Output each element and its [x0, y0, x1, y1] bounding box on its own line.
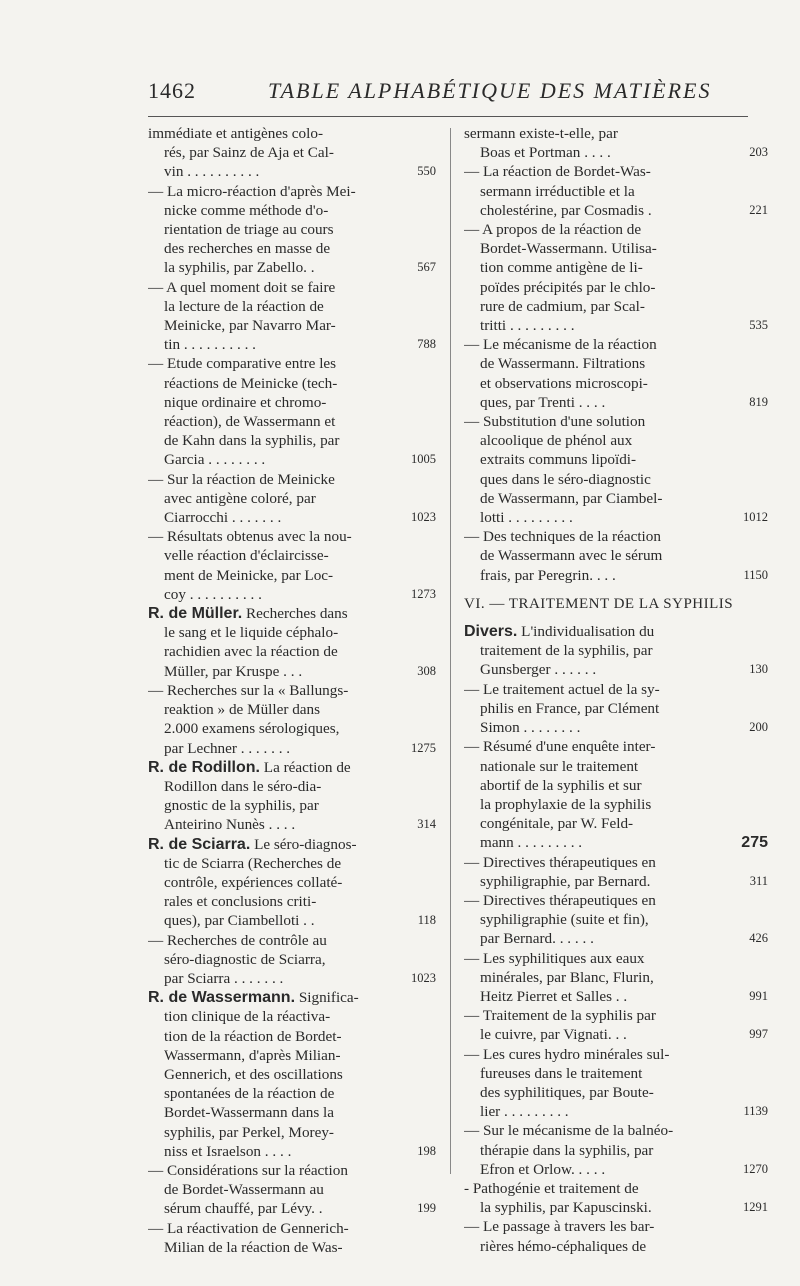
- page-reference: 275: [741, 834, 768, 852]
- entry-line: — Etude comparative entre les: [148, 355, 337, 373]
- page-reference: 198: [417, 1143, 436, 1158]
- index-entry: [464, 162, 768, 220]
- entry-line: Meinicke, par Navarro Mar-: [164, 317, 336, 335]
- entry-line: sermann irréductible et la: [480, 182, 635, 200]
- entry-line: par Bernard. . . . . . 426: [480, 930, 768, 948]
- index-entry: [148, 931, 436, 989]
- entry-line: le sang et le liquide céphalo-: [164, 624, 339, 642]
- entry-line: Gennerich, et des oscillations: [164, 1065, 343, 1083]
- page-reference: 535: [749, 318, 768, 333]
- index-entry: [148, 527, 436, 604]
- page-reference: 1275: [411, 740, 436, 755]
- entry-line: syphiligraphie (suite et fin),: [480, 911, 649, 929]
- page-reference: 200: [749, 720, 768, 735]
- index-entry: [148, 1161, 436, 1219]
- entry-line: — Des techniques de la réaction: [464, 528, 661, 546]
- entry-line: — Directives thérapeutiques en: [464, 853, 656, 871]
- header-rule: [148, 116, 748, 117]
- index-entry: [148, 835, 436, 931]
- entry-line: Gunsberger . . . . . . 130: [480, 661, 768, 679]
- index-entry: [464, 412, 768, 527]
- index-entry: [464, 1045, 768, 1122]
- index-entry: [148, 470, 436, 528]
- entry-line: la syphilis, par Zabello. . 567: [164, 259, 436, 277]
- entry-line: Bordet-Wassermann dans la: [164, 1104, 335, 1122]
- entry-line: Bordet-Wassermann. Utilisa-: [480, 240, 657, 258]
- entry-line: — La réactivation de Gennerich-: [148, 1219, 349, 1237]
- page-reference: 1139: [743, 1104, 768, 1119]
- page-reference: 130: [749, 662, 768, 677]
- entry-line: — Sur la réaction de Meinicke: [148, 470, 335, 488]
- page-reference: 308: [417, 663, 436, 678]
- entry-line: [464, 622, 768, 641]
- entry-line: — Sur le mécanisme de la balnéo-: [464, 1122, 674, 1140]
- entry-line: rientation de triage au cours: [164, 221, 334, 239]
- page-header: [148, 78, 748, 108]
- running-title: TABLE ALPHABÉTIQUE DES MATIÈRES: [268, 78, 712, 103]
- entry-line: [148, 988, 436, 1007]
- entry-line: tion clinique de la réactiva-: [164, 1008, 331, 1026]
- entry-line: Wassermann, d'après Milian-: [164, 1046, 341, 1064]
- page-reference: 314: [417, 817, 436, 832]
- entry-line: avec antigène coloré, par: [164, 489, 316, 507]
- entry-line: — Le passage à travers les bar-: [464, 1218, 655, 1236]
- entry-line: le cuivre, par Vignati. . . 997: [480, 1026, 768, 1044]
- entry-line: sermann existe-t-elle, par: [464, 125, 618, 142]
- page-reference: 1023: [411, 970, 436, 985]
- entry-line: philis en France, par Clément: [480, 699, 660, 717]
- page-reference: 550: [417, 164, 436, 179]
- index-entry: [464, 1217, 768, 1255]
- page-reference: 1012: [743, 510, 768, 525]
- entry-line: nationale sur le traitement: [480, 757, 639, 775]
- entry-line: rales et conclusions criti-: [164, 893, 317, 911]
- entry-line: tritti . . . . . . . . . 535: [480, 317, 768, 335]
- entry-line: rure de cadmium, par Scal-: [480, 297, 645, 315]
- entry-line: réactions de Meinicke (tech-: [164, 374, 338, 392]
- page-reference: 1291: [743, 1200, 768, 1215]
- entry-line: immédiate et antigènes colo-: [148, 125, 324, 142]
- index-entry: [464, 1179, 768, 1217]
- entry-line: — La micro-réaction d'après Mei-: [148, 182, 356, 200]
- entry-line: [148, 604, 436, 623]
- entry-line: la syphilis, par Kapuscinski. 1291: [480, 1199, 768, 1217]
- entry-line: [148, 835, 436, 854]
- entry-line: nicke comme méthode d'o-: [164, 201, 329, 219]
- entry-line: spontanées de la réaction de: [164, 1085, 335, 1103]
- entry-line: — Résultats obtenus avec la nou-: [148, 528, 352, 546]
- entry-line: rachidien avec la réaction de: [164, 643, 338, 661]
- index-entry: [464, 335, 768, 412]
- page-reference: 1150: [743, 567, 768, 582]
- entry-line: gnostic de la syphilis, par: [164, 797, 319, 815]
- entry-line: ques, par Trenti . . . . 819: [480, 393, 768, 411]
- entry-text: Significa-: [295, 989, 359, 1007]
- page-reference: 199: [417, 1201, 436, 1216]
- entry-line: niss et Israelson . . . . 198: [164, 1142, 436, 1160]
- entry-line: cholestérine, par Cosmadis . 221: [480, 201, 768, 219]
- entry-line: des recherches en masse de: [164, 240, 331, 258]
- entry-line: de Wassermann, par Ciambel-: [480, 489, 663, 507]
- entry-line: Müller, par Kruspe . . . 308: [164, 662, 436, 680]
- entry-line: — Recherches de contrôle au: [148, 931, 327, 949]
- page-reference: 1005: [411, 452, 436, 467]
- page-number: 1462: [148, 78, 196, 103]
- entry-line: reaktion » de Müller dans: [164, 701, 321, 719]
- entry-line: tion comme antigène de li-: [480, 259, 643, 277]
- index-entry: [464, 622, 768, 680]
- entry-line: — Directives thérapeutiques en: [464, 891, 656, 909]
- entry-line: Ciarrocchi . . . . . . . 1023: [164, 509, 436, 527]
- index-entry: [148, 124, 436, 182]
- entry-line: — Substitution d'une solution: [464, 413, 646, 431]
- column-divider: [450, 128, 451, 1174]
- left-column: [148, 124, 436, 1257]
- index-entry: [148, 758, 436, 835]
- entry-line: abortif de la syphilis et sur: [480, 776, 642, 794]
- page-reference: 311: [749, 873, 768, 888]
- entry-line: — Résumé d'une enquête inter-: [464, 738, 656, 756]
- entry-line: lotti . . . . . . . . . 1012: [480, 509, 768, 527]
- index-entry: [464, 949, 768, 1007]
- index-entry: [148, 354, 436, 469]
- page-reference: 997: [749, 1027, 768, 1042]
- entry-line: fureuses dans le traitement: [480, 1064, 643, 1082]
- entry-line: frais, par Peregrin. . . . 1150: [480, 566, 768, 584]
- entry-line: rières hémo-céphaliques de: [480, 1237, 647, 1255]
- index-entry: [148, 988, 436, 1161]
- index-entry: [464, 737, 768, 852]
- entry-line: Boas et Portman . . . . 203: [480, 144, 768, 162]
- entry-line: de Wassermann. Filtrations: [480, 355, 646, 373]
- entry-line: la prophylaxie de la syphilis: [480, 795, 652, 813]
- index-entry: [464, 1121, 768, 1179]
- entry-line: sérum chauffé, par Lévy. . 199: [164, 1200, 436, 1218]
- entry-line: Anteirino Nunès . . . . 314: [164, 816, 436, 834]
- entry-line: — Le mécanisme de la réaction: [464, 336, 657, 354]
- page-reference: 118: [417, 913, 436, 928]
- entry-line: Heitz Pierret et Salles . . 991: [480, 987, 768, 1005]
- entry-line: syphiligraphie, par Bernard. 311: [480, 872, 768, 890]
- index-entry: [148, 278, 436, 355]
- entry-line: — Les cures hydro minérales sul-: [464, 1045, 670, 1063]
- entry-line: Simon . . . . . . . . 200: [480, 719, 768, 737]
- page-reference: 819: [749, 394, 768, 409]
- entry-text: La réaction de: [260, 758, 351, 776]
- entry-line: 2.000 examens sérologiques,: [164, 720, 340, 738]
- page-reference: 567: [417, 260, 436, 275]
- entry-line: — La réaction de Bordet-Was-: [464, 163, 651, 181]
- entry-line: nique ordinaire et chromo-: [164, 393, 327, 411]
- entry-line: congénitale, par W. Feld-: [480, 815, 634, 833]
- entry-line: par Lechner . . . . . . . 1275: [164, 739, 436, 757]
- entry-text: Le séro-diagnos-: [250, 835, 357, 853]
- entry-line: — Recherches sur la « Ballungs-: [148, 681, 349, 699]
- page-reference: 788: [417, 337, 436, 352]
- entry-line: de Bordet-Wassermann au: [164, 1181, 324, 1199]
- entry-line: alcoolique de phénol aux: [480, 432, 633, 450]
- entry-line: lier . . . . . . . . . 1139: [480, 1103, 768, 1121]
- entry-line: rés, par Sainz de Aja et Cal-: [164, 144, 334, 162]
- entry-line: extraits communs lipoïdi-: [480, 451, 637, 469]
- index-entry: [464, 853, 768, 891]
- entry-line: thérapie dans la syphilis, par: [480, 1141, 654, 1159]
- index-entry: [148, 604, 436, 681]
- entry-line: Garcia . . . . . . . . 1005: [164, 451, 436, 469]
- entry-line: — Les syphilitiques aux eaux: [464, 949, 645, 967]
- page-reference: 991: [749, 988, 768, 1003]
- entry-line: — A propos de la réaction de: [464, 221, 642, 239]
- entry-line: Efron et Orlow. . . . . 1270: [480, 1160, 768, 1178]
- entry-line: Rodillon dans le séro-dia-: [164, 777, 322, 795]
- entry-line: tion de la réaction de Bordet-: [164, 1027, 342, 1045]
- section-heading: VI. — TRAITEMENT DE LA SYPHILIS: [464, 595, 734, 612]
- index-entry: [464, 1006, 768, 1044]
- entry-line: ques dans le séro-diagnostic: [480, 470, 651, 488]
- entry-line: — Traitement de la syphilis par: [464, 1007, 656, 1025]
- index-entry: [464, 680, 768, 738]
- index-entry: [464, 891, 768, 949]
- entry-line: ment de Meinicke, par Loc-: [164, 566, 334, 584]
- right-column: [464, 124, 768, 1256]
- page-reference: 221: [749, 202, 768, 217]
- entry-line: de Wassermann avec le sérum: [480, 547, 663, 565]
- entry-line: traitement de la syphilis, par: [480, 642, 653, 660]
- entry-heading: R. de Sciarra.: [148, 835, 251, 853]
- entry-line: la lecture de la réaction de: [164, 297, 324, 315]
- entry-line: tin . . . . . . . . . . 788: [164, 336, 436, 354]
- index-entry: [464, 124, 768, 162]
- entry-line: — A quel moment doit se faire: [148, 278, 336, 296]
- entry-line: minérales, par Blanc, Flurin,: [480, 968, 654, 986]
- entry-line: - Pathogénie et traitement de: [464, 1179, 639, 1197]
- index-entry: [148, 1219, 436, 1257]
- entry-line: vin . . . . . . . . . . 550: [164, 163, 436, 181]
- entry-heading: R. de Wassermann.: [148, 989, 296, 1007]
- entry-heading: Divers.: [464, 623, 518, 641]
- page-reference: 1270: [743, 1161, 768, 1176]
- entry-text: L'individualisation du: [517, 623, 655, 641]
- entry-line: et observations microscopi-: [480, 374, 648, 392]
- entry-line: de Kahn dans la syphilis, par: [164, 432, 340, 450]
- entry-line: Milian de la réaction de Was-: [164, 1238, 343, 1256]
- index-entry: [148, 681, 436, 758]
- entry-line: — Considérations sur la réaction: [148, 1161, 348, 1179]
- entry-heading: R. de Rodillon.: [148, 758, 260, 776]
- entry-line: tic de Sciarra (Recherches de: [164, 854, 342, 872]
- page-reference: 426: [749, 931, 768, 946]
- entry-line: ques), par Ciambelloti . . 118: [164, 912, 436, 930]
- entry-line: mann . . . . . . . . . 275: [480, 834, 768, 852]
- index-entry: [464, 527, 768, 585]
- index-entry: [148, 182, 436, 278]
- entry-line: — Le traitement actuel de la sy-: [464, 680, 660, 698]
- index-entry: [464, 220, 768, 335]
- entry-line: poïdes précipités par le chlo-: [480, 278, 656, 296]
- entry-heading: R. de Müller.: [148, 605, 243, 623]
- entry-line: velle réaction d'éclaircisse-: [164, 547, 329, 565]
- page-reference: 1023: [411, 510, 436, 525]
- entry-line: coy . . . . . . . . . . 1273: [164, 585, 436, 603]
- entry-line: par Sciarra . . . . . . . 1023: [164, 969, 436, 987]
- entry-line: syphilis, par Perkel, Morey-: [164, 1123, 334, 1141]
- entry-text: Recherches dans: [242, 605, 348, 623]
- entry-line: contrôle, expériences collaté-: [164, 873, 343, 891]
- entry-line: réaction), de Wassermann et: [164, 413, 336, 431]
- page-reference: 1273: [411, 586, 436, 601]
- page-reference: 203: [749, 145, 768, 160]
- entry-line: [148, 758, 436, 777]
- entry-line: des syphilitiques, par Boute-: [480, 1083, 654, 1101]
- entry-line: séro-diagnostic de Sciarra,: [164, 950, 326, 968]
